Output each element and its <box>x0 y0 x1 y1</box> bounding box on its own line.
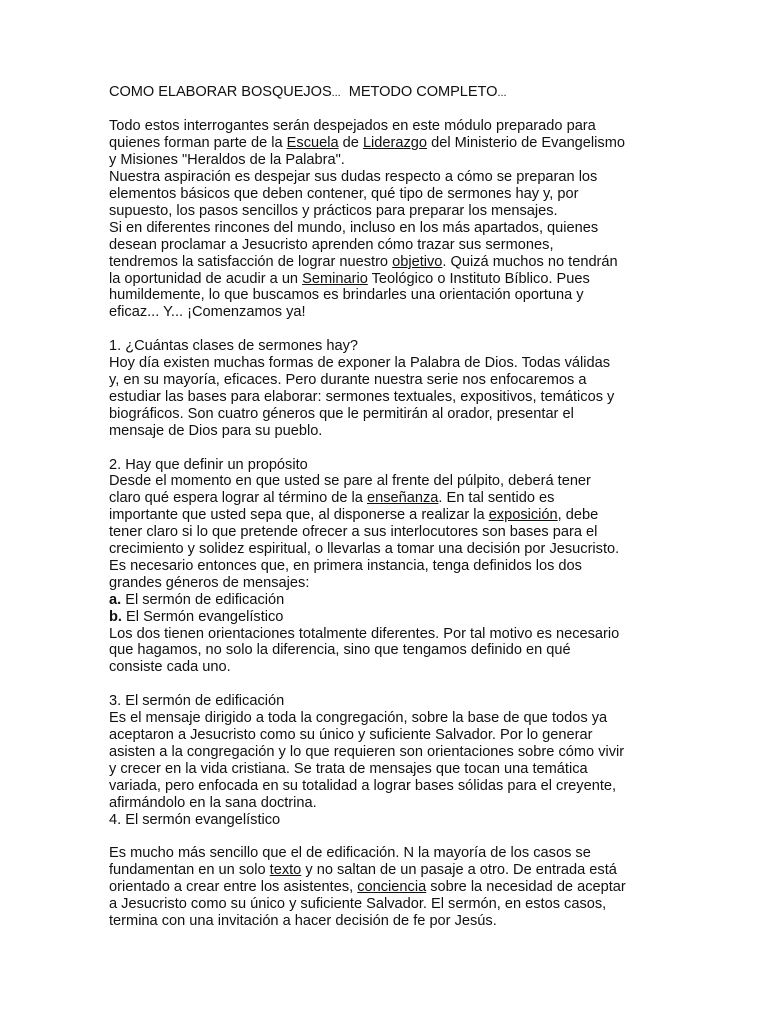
text-line: grandes géneros de mensajes: <box>109 574 310 591</box>
link-texto[interactable]: texto <box>269 862 302 879</box>
paragraph-gap <box>109 321 669 338</box>
text-line: y, en su mayoría, eficaces. Pero durante nuestra serie nos enfocaremos a <box>109 371 587 388</box>
text-line: Los dos tienen orientaciones totalmente diferentes. Por tal motivo es necesario <box>109 625 620 642</box>
text-line <box>109 507 669 524</box>
text-fragment: importante que usted sepa que, al disponerse a realizar la <box>109 507 489 524</box>
link-ensenanza[interactable]: enseñanza <box>366 490 439 507</box>
text-fragment: sobre la necesidad de aceptar <box>426 879 626 896</box>
paragraph-gap <box>109 828 669 845</box>
text-line: y Misiones "Heraldos de la Palabra". <box>109 152 345 169</box>
text-line <box>109 879 669 896</box>
list-item-text: El Sermón evangelístico <box>121 608 284 625</box>
text-line <box>109 271 669 288</box>
text-fragment: . En tal sentido es <box>438 490 555 507</box>
text-line: termina con una invitación a hacer decisión de fe por Jesús. <box>109 912 497 929</box>
text-line: aceptaron a Jesucristo como su único y suficiente Salvador. Por lo generar <box>109 726 593 743</box>
text-fragment: Teológico o Instituto Bíblico. Pues <box>367 270 590 287</box>
list-item-a <box>109 592 669 609</box>
title-part-2: METODO COMPLETO <box>348 84 498 100</box>
text-fragment: del Ministerio de Evangelismo <box>427 135 625 152</box>
text-fragment: , debe <box>557 507 599 524</box>
text-line: a Jesucristo como su único y suficiente Salvador. El sermón, en estos casos, <box>109 896 607 913</box>
section-heading: 4. El sermón evangelístico <box>109 811 281 828</box>
text-line: Es el mensaje dirigido a toda la congregación, sobre la base de que todos ya <box>109 710 608 727</box>
section-4 <box>109 845 669 930</box>
text-line <box>109 490 669 507</box>
text-line: biográficos. Son cuatro géneros que le permitirán al orador, presentar el <box>109 405 574 422</box>
text-fragment: tendremos la satisfacción de lograr nuestro <box>109 253 393 270</box>
text-fragment: de <box>338 135 363 152</box>
section-1 <box>109 338 669 439</box>
text-line: mensaje de Dios para su pueblo. <box>109 422 323 439</box>
text-fragment: orientado a crear entre los asistentes, <box>109 879 358 896</box>
section-heading: 2. Hay que definir un propósito <box>109 456 308 473</box>
text-line: Hoy día existen muchas formas de exponer la Palabra de Dios. Todas válidas <box>109 355 611 372</box>
text-fragment: . Quizá muchos no tendrán <box>442 253 618 270</box>
text-line: estudiar las bases para elaborar: sermones textuales, expositivos, temáticos y <box>109 388 615 405</box>
text-line: afirmándolo en la sana doctrina. <box>109 794 317 811</box>
text-line: crecimiento y solidez espiritual, o llevarlas a tomar una decisión por Jesucristo. <box>109 541 620 558</box>
text-line: consiste cada uno. <box>109 659 231 676</box>
list-marker: b. <box>109 608 122 625</box>
page-title <box>109 84 669 102</box>
text-line: Es mucho más sencillo que el de edificación. N la mayoría de los casos se <box>109 845 591 862</box>
text-line: Todo estos interrogantes serán despejados en este módulo preparado para <box>109 118 596 135</box>
text-line: Nuestra aspiración es despejar sus dudas respecto a cómo se preparan los <box>109 169 598 186</box>
section-3 <box>109 693 669 828</box>
document-page <box>109 84 669 930</box>
text-fragment: fundamentan en un solo <box>109 862 270 879</box>
link-objetivo[interactable]: objetivo <box>392 253 443 270</box>
text-line <box>109 135 669 152</box>
list-item-b <box>109 609 669 626</box>
link-conciencia[interactable]: conciencia <box>357 879 427 896</box>
text-line: Desde el momento en que usted se pare al frente del púlpito, deberá tener <box>109 473 591 490</box>
text-line: Si en diferentes rincones del mundo, incluso en los más apartados, quienes <box>109 219 599 236</box>
title-part-1: COMO ELABORAR BOSQUEJOS <box>109 84 332 100</box>
text-line: variada, pero enfocada en su totalidad a lograr bases sólidas para el creyente, <box>109 777 617 794</box>
text-line: humildemente, lo que buscamos es brindarles una orientación oportuna y <box>109 287 584 304</box>
intro-paragraph <box>109 118 669 321</box>
link-liderazgo[interactable]: Liderazgo <box>362 135 428 152</box>
title-ellipsis-1: ... <box>331 87 341 99</box>
text-fragment: y no saltan de un pasaje a otro. De entrada está <box>301 862 617 879</box>
text-line: supuesto, los pasos sencillos y prácticos para preparar los mensajes. <box>109 202 558 219</box>
text-line: Es necesario entonces que, en primera instancia, tenga definidos los dos <box>109 557 582 574</box>
paragraph-gap <box>109 440 669 457</box>
text-fragment: quienes forman parte de la <box>109 135 287 152</box>
text-line <box>109 862 669 879</box>
text-line: eficaz... Y... ¡Comenzamos ya! <box>109 304 306 321</box>
text-fragment: la oportunidad de acudir a un <box>109 270 303 287</box>
link-exposicion[interactable]: exposición <box>488 507 558 524</box>
section-2 <box>109 457 669 677</box>
text-line: elementos básicos que deben contener, qué tipo de sermones hay y, por <box>109 186 579 203</box>
text-line: desean proclamar a Jesucristo aprenden cómo trazar sus sermones, <box>109 236 554 253</box>
link-escuela[interactable]: Escuela <box>286 135 339 152</box>
text-fragment: claro qué espera lograr al término de la <box>109 490 367 507</box>
text-line <box>109 254 669 271</box>
section-heading: 3. El sermón de edificación <box>109 693 285 710</box>
text-line: y crecer en la vida cristiana. Se trata de mensajes que tocan una temática <box>109 760 588 777</box>
text-line: que hagamos, no solo la diferencia, sino que tengamos definido en qué <box>109 642 571 659</box>
title-ellipsis-2: ... <box>497 87 507 99</box>
list-marker: a. <box>109 591 122 608</box>
text-line: tener claro si lo que pretende ofrecer a sus interlocutores son bases para el <box>109 524 598 541</box>
link-seminario[interactable]: Seminario <box>302 270 368 287</box>
text-line: asisten a la congregación y lo que requieren son orientaciones sobre cómo vivir <box>109 743 625 760</box>
paragraph-gap <box>109 676 669 693</box>
section-heading: 1. ¿Cuántas clases de sermones hay? <box>109 338 359 355</box>
list-item-text: El sermón de edificación <box>121 591 285 608</box>
